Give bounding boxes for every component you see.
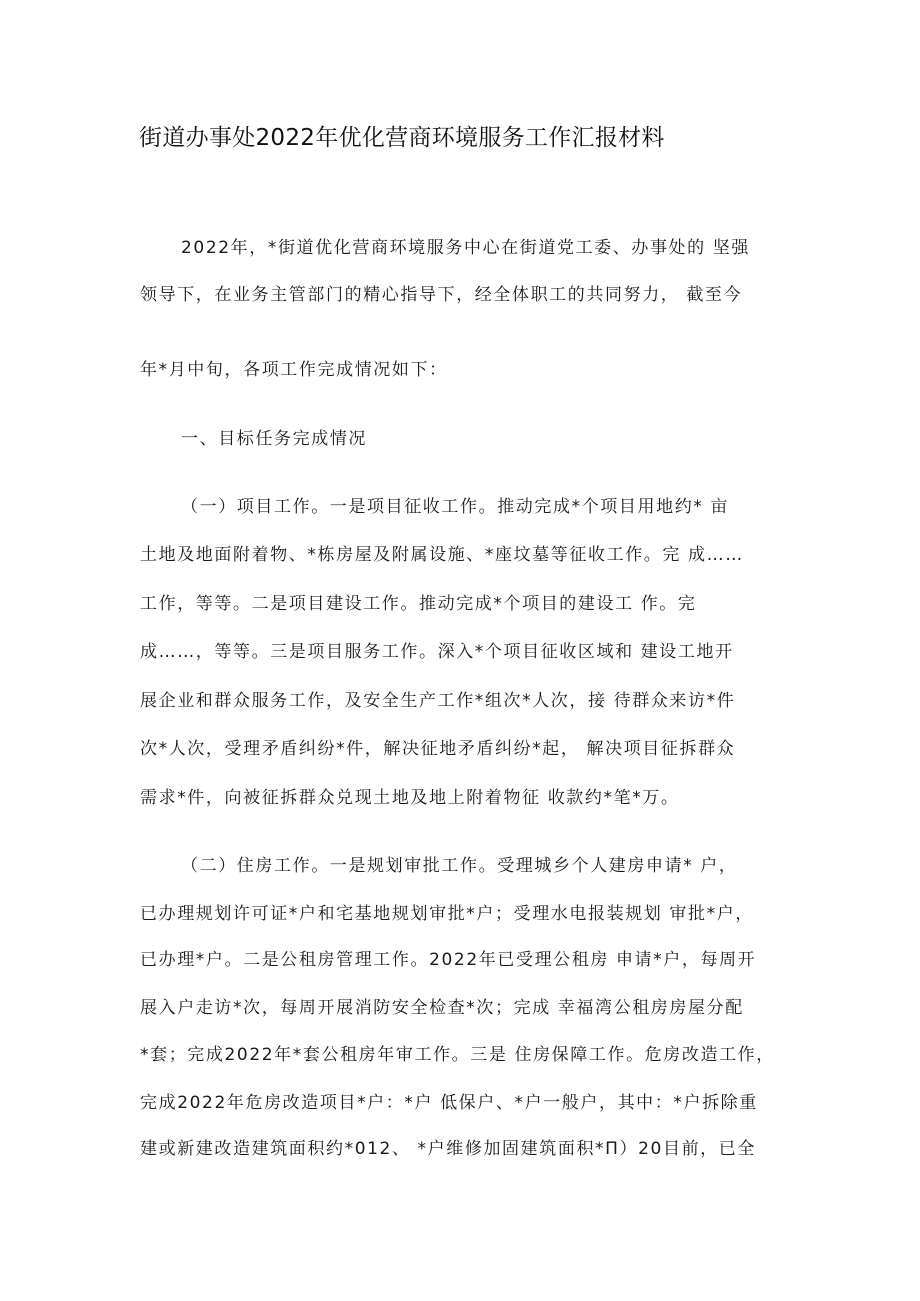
project-line-6: 次*人次，受理矛盾纠纷*件，解决征地矛盾纠纷*起， 解决项目征拆群众: [140, 739, 736, 759]
housing-line-2: 已办理规划许可证*户和宅基地规划审批*户；受理水电报装规划 审批*户，: [140, 904, 754, 924]
project-line-2: 土地及地面附着物、*栋房屋及附属设施、*座坟墓等征收工作。完 成……: [140, 545, 744, 565]
intro-line-3: 年*月中旬，各项工作完成情况如下：: [140, 360, 448, 380]
intro-line-2: 领导下，在业务主管部门的精心指导下，经全体职工的共同努力， 截至今: [140, 285, 743, 305]
housing-line-6: 完成2022年危房改造项目*户：*户 低保户、*户一般户，其中：*户拆除重: [140, 1093, 758, 1113]
housing-line-4: 展入户走访*次，每周开展消防安全检查*次；完成 幸福湾公租房房屋分配: [140, 998, 744, 1018]
intro-line-1: 2022年，*街道优化营商环境服务中心在街道党工委、办事处的 坚强: [181, 238, 750, 258]
project-line-1: （一）项目工作。一是项目征收工作。推动完成*个项目用地约* 亩: [181, 497, 730, 517]
project-line-7: 需求*件，向被征拆群众兑现土地及地上附着物征 收款约*笔*万。: [140, 788, 680, 808]
project-line-3: 工作，等等。二是项目建设工作。推动完成*个项目的建设工 作。完: [140, 594, 697, 614]
project-line-5: 展企业和群众服务工作，及安全生产工作*组次*人次，接 待群众来访*件: [140, 691, 736, 711]
section-heading: 一、目标任务完成情况: [181, 429, 367, 449]
housing-line-1: （二）住房工作。一是规划审批工作。受理城乡个人建房申请* 户，: [181, 856, 738, 876]
document-title: 街道办事处2022年优化营商环境服务工作汇报材料: [139, 125, 665, 151]
project-line-4: 成……，等等。三是项目服务工作。深入*个项目征收区域和 建设工地开: [140, 642, 734, 662]
housing-line-7: 建或新建改造建筑面积约*012、 *户维修加固建筑面积*П）20目前，已全: [140, 1139, 756, 1159]
housing-line-5: *套；完成2022年*套公租房年审工作。三是 住房保障工作。危房改造工作，: [140, 1045, 775, 1065]
housing-line-3: 已办理*户。二是公租房管理工作。2022年已受理公租房 申请*户，每周开: [140, 950, 757, 970]
